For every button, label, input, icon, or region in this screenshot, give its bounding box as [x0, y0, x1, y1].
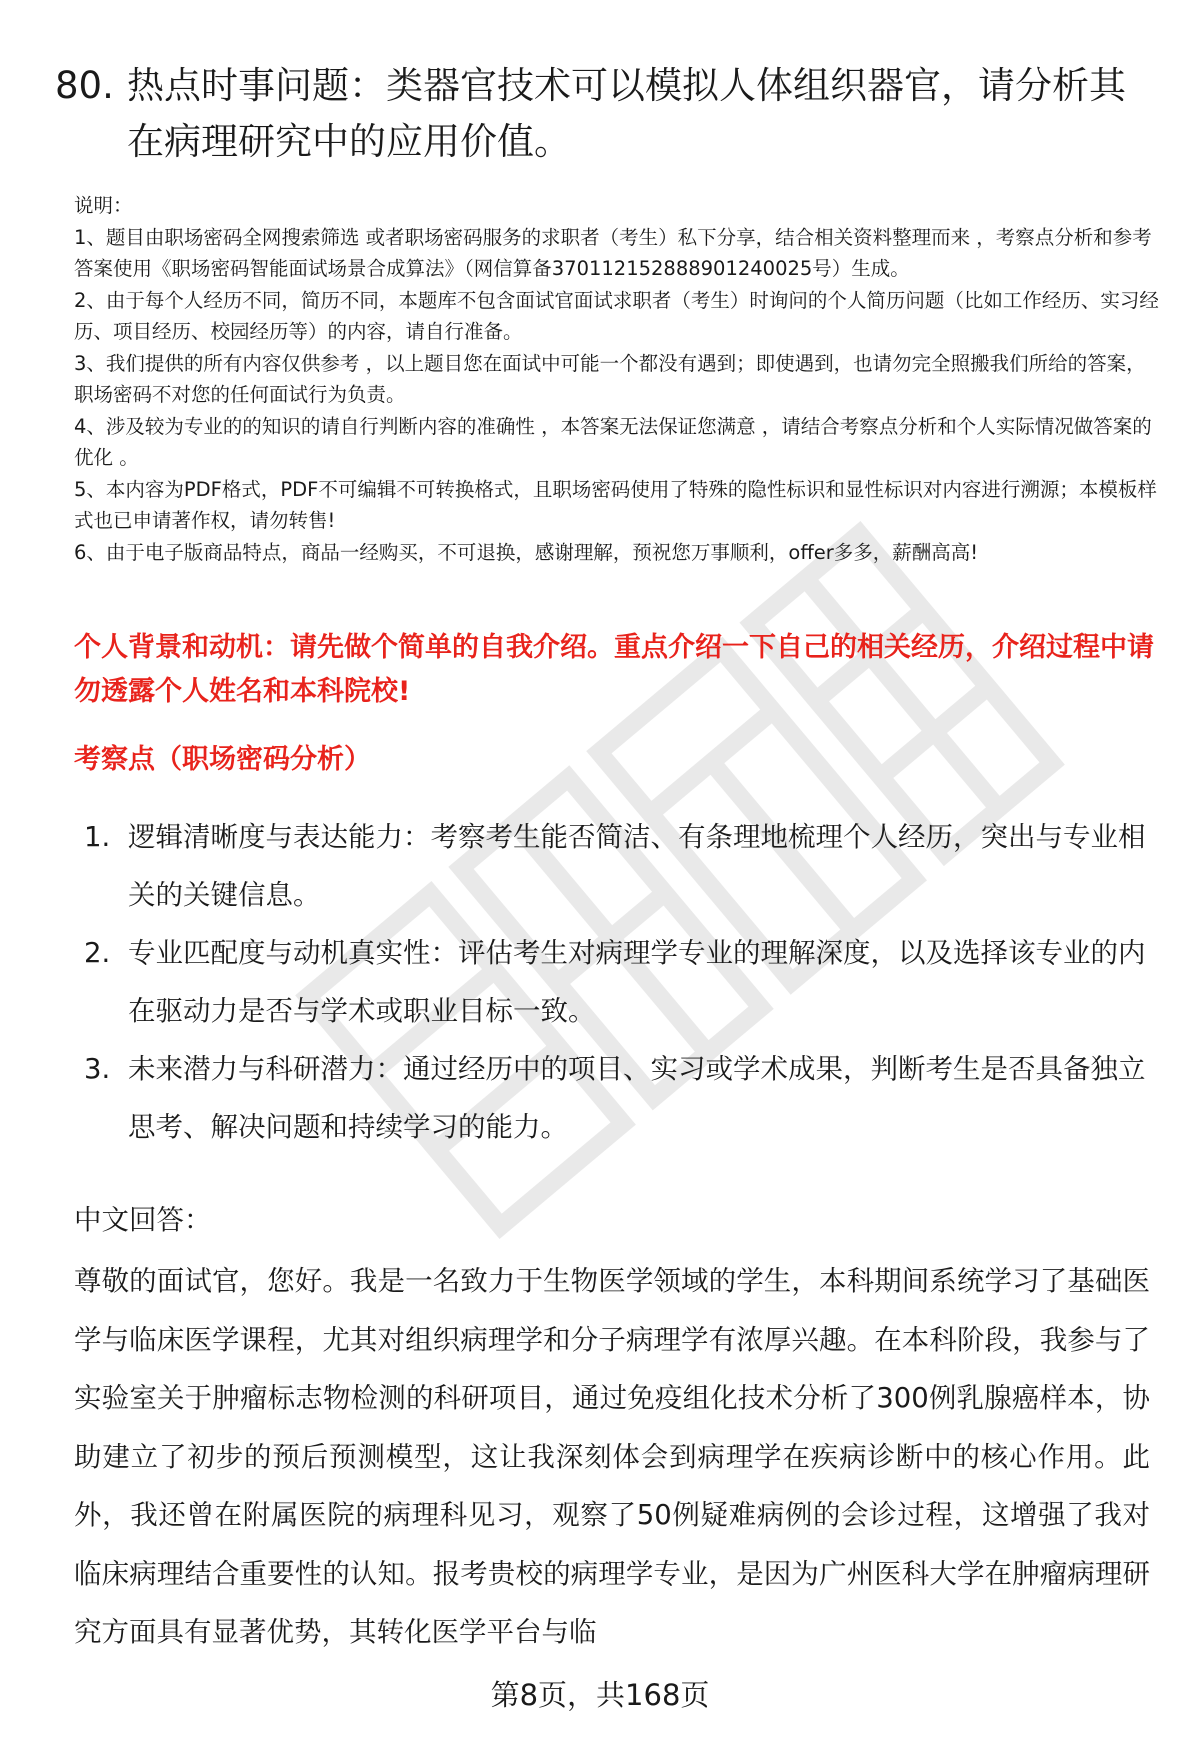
- note-item: 1、题目由职场密码全网搜索筛选 或者职场密码服务的求职者（考生）私下分享，结合相关资料整理而来 ，考察点分析和参考答案使用《职场密码智能面试场景合成算法》（网信算备370112152888901240025号）生成。: [74, 225, 1152, 280]
- note-item: 5、本内容为PDF格式，PDF不可编辑不可转换格式，且职场密码使用了特殊的隐性标识和显性标识对内容进行溯源；本模板样式也已申请著作权，请勿转售!: [74, 477, 1157, 532]
- point-number: 3.: [84, 1053, 111, 1085]
- assessment-point: [84, 808, 1154, 924]
- question-title: [55, 58, 1155, 170]
- assessment-heading: 考察点（职场密码分析）: [74, 744, 371, 775]
- point-text: 专业匹配度与动机真实性：评估考生对病理学专业的理解深度，以及选择该专业的内在驱动力是否与学术或职业目标一致。: [128, 937, 1146, 1027]
- page-footer: 第8页，共168页: [490, 1678, 710, 1712]
- point-text: 逻辑清晰度与表达能力：考察考生能否简洁、有条理地梳理个人经历，突出与专业相关的关键信息。: [128, 821, 1146, 911]
- note-item: 2、由于每个人经历不同，简历不同，本题库不包含面试官面试求职者（考生）时询问的个人简历问题（比如工作经历、实习经历、项目经历、校园经历等）的内容，请自行准备。: [74, 288, 1159, 343]
- background-heading: 个人背景和动机：请先做个简单的自我介绍。重点介绍一下自己的相关经历，介绍过程中请勿透露个人姓名和本科院校!: [74, 632, 1154, 707]
- assessment-points: [84, 808, 1154, 1156]
- note-item: 6、由于电子版商品特点，商品一经购买，不可退换，感谢理解，预祝您万事顺利，offer多多，薪酬高高!: [74, 540, 979, 564]
- notes-section: [74, 190, 1164, 568]
- question-number: 80.: [55, 64, 114, 107]
- notes-label: 说明：: [74, 194, 133, 217]
- assessment-point: [84, 924, 1154, 1040]
- answer-body: 尊敬的面试官，您好。我是一名致力于生物医学领域的学生，本科期间系统学习了基础医学与临床医学课程，尤其对组织病理学和分子病理学有浓厚兴趣。在本科阶段，我参与了实验室关于肿瘤标志物检测的科研项目，通过免疫组化技术分析了300例乳腺癌样本，协助建立了初步的预后预测模型，这让我深刻体会到病理学在疾病诊断中的核心作用。此外，我还曾在附属医院的病理科见习，观察了50例疑难病例的会诊过程，这增强了我对临床病理结合重要性的认知。报考贵校的病理学专业，是因为广州医科大学在肿瘤病理研究方面具有显著优势，其转化医学平台与临: [74, 1265, 1150, 1648]
- point-number: 1.: [84, 821, 111, 853]
- question-text: 热点时事问题：类器官技术可以模拟人体组织器官，请分析其在病理研究中的应用价值。: [127, 64, 1126, 163]
- point-number: 2.: [84, 937, 111, 969]
- note-item: 3、我们提供的所有内容仅供参考 ，以上题目您在面试中可能一个都没有遇到；即使遇到，也请勿完全照搬我们所给的答案，职场密码不对您的任何面试行为负责。: [74, 351, 1146, 406]
- note-item: 4、涉及较为专业的的知识的请自行判断内容的准确性 ，本答案无法保证您满意 ，请结合考察点分析和个人实际情况做答案的优化 。: [74, 414, 1152, 469]
- assessment-point: [84, 1040, 1154, 1156]
- answer-heading: 中文回答：: [74, 1204, 212, 1236]
- point-text: 未来潜力与科研潜力：通过经历中的项目、实习或学术成果，判断考生是否具备独立思考、解决问题和持续学习的能力。: [128, 1053, 1146, 1143]
